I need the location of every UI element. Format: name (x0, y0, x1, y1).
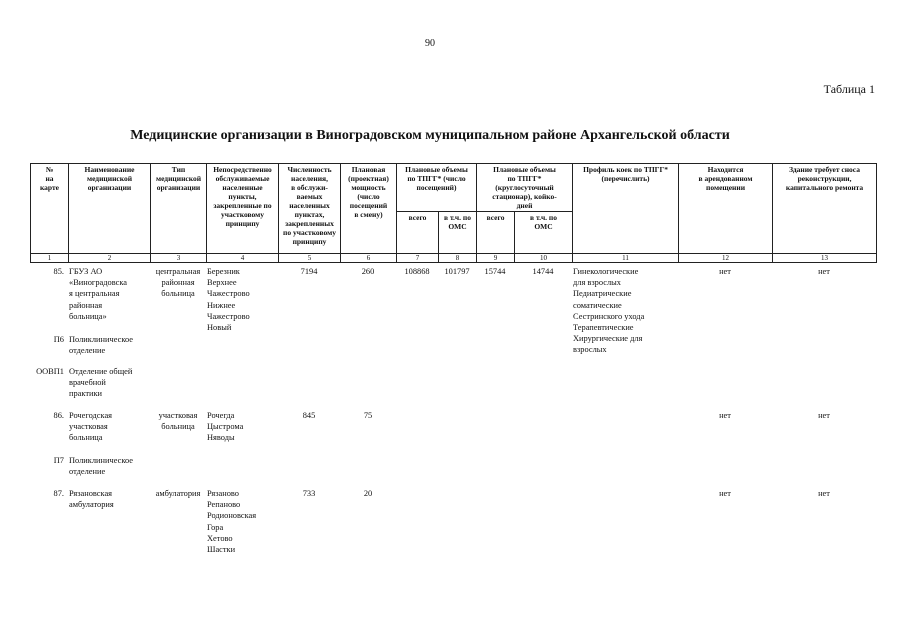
map-number: 86. (53, 411, 64, 420)
organization-type: участковая больница (158, 411, 198, 432)
map-number: 85. (53, 267, 64, 276)
page-number: 90 (425, 38, 435, 49)
beds-total: 15744 (484, 267, 506, 276)
table-row (30, 455, 876, 488)
capacity: 75 (363, 411, 373, 420)
header-planned-visits: Плановые объемы по ТПГГ* (число посещений) (397, 164, 477, 212)
visits-total: 108868 (404, 267, 430, 276)
capacity: 260 (361, 267, 375, 276)
rented: нет (719, 267, 731, 276)
organization-name: Отделение общей врачебной практики (69, 367, 133, 399)
column-number: 5 (279, 254, 341, 263)
header-capacity: Плановая (проектная) мощность (число посещений в смену) (341, 164, 397, 254)
needs-repair: нет (818, 489, 830, 498)
table-row (30, 410, 876, 455)
header-map-number: № на карте (31, 164, 69, 254)
table-row (30, 366, 876, 410)
header-population: Численность населения, в обслужи- ваемых населенных пунктах, закрепленных по участковому принципу (279, 164, 341, 254)
header-rented: Находится в арендованном помещении (679, 164, 773, 254)
column-number: 9 (477, 254, 515, 263)
header-visits-total: всего (397, 212, 439, 254)
table-row (30, 334, 876, 366)
capacity: 20 (363, 489, 373, 498)
visits-oms: 101797 (444, 267, 470, 276)
header-visits-oms: в т.ч. по ОМС (439, 212, 477, 254)
column-number: 7 (397, 254, 439, 263)
organization-name: ГБУЗ АО «Виноградовска я центральная районная больница» (69, 267, 127, 321)
beds-oms: 14744 (532, 267, 554, 276)
table-caption: Таблица 1 (823, 82, 875, 96)
bed-profile: Гинекологические для взрослых Педиатрические соматические Сестринского ухода Терапевтические Хирургические для взрослых (573, 267, 645, 355)
header-needs-repair: Здание требует сноса реконструкции, капитального ремонта (773, 164, 877, 254)
column-number: 8 (439, 254, 477, 263)
column-number: 12 (679, 254, 773, 263)
organization-name: Рязановская амбулатория (69, 489, 114, 510)
header-beds-oms: в т.ч. по ОМС (515, 212, 573, 254)
organization-name: Поликлиническое отделение (69, 456, 133, 477)
population: 7194 (300, 267, 318, 276)
table-body (30, 266, 876, 558)
organization-type: центральная районная больница (155, 267, 201, 299)
header-beds-total: всего (477, 212, 515, 254)
rented: нет (719, 411, 731, 420)
needs-repair: нет (818, 267, 830, 276)
map-number: ООВП1 (36, 367, 64, 376)
column-number: 2 (69, 254, 151, 263)
settlements: Рочегда Цыстрома Няводы (207, 411, 244, 443)
header-settlements: Непосредственно обслуживаемые населенные пункты, закрепленные по участковому принципу (207, 164, 279, 254)
settlements: Березник Верхнее Чажестрово Нижнее Чажестрово Новый (207, 267, 250, 333)
map-number: П6 (53, 335, 64, 344)
header-bed-profile: Профиль коек по ТПГГ* (перечислить) (573, 164, 679, 254)
population: 733 (302, 489, 316, 498)
organization-name: Рочегодская участковая больница (69, 411, 113, 443)
map-number: 87. (53, 489, 64, 498)
column-number: 13 (773, 254, 877, 263)
table-header (30, 163, 877, 263)
organization-name: Поликлиническое отделение (69, 335, 133, 356)
rented: нет (719, 489, 731, 498)
organization-type: амбулатория (155, 489, 201, 498)
population: 845 (302, 411, 316, 420)
document-title: Медицинские организации в Виноградовском муниципальном районе Архангельской области (130, 128, 730, 143)
column-number: 6 (341, 254, 397, 263)
column-number: 1 (31, 254, 69, 263)
header-planned-bed-days: Плановые объемы по ТПГГ* (круглосуточный стационар), койко- дней (477, 164, 573, 212)
column-number: 3 (151, 254, 207, 263)
column-number: 4 (207, 254, 279, 263)
settlements: Рязаново Репаново Родионовская Гора Хетово Шастки (207, 489, 257, 555)
column-number: 10 (515, 254, 573, 263)
map-number: П7 (53, 456, 64, 465)
table-row (30, 266, 876, 334)
needs-repair: нет (818, 411, 830, 420)
header-organization-name: Наименование медицинской организации (69, 164, 151, 254)
header-organization-type: Тип медицинской организации (151, 164, 207, 254)
column-number: 11 (573, 254, 679, 263)
table-row (30, 488, 876, 558)
